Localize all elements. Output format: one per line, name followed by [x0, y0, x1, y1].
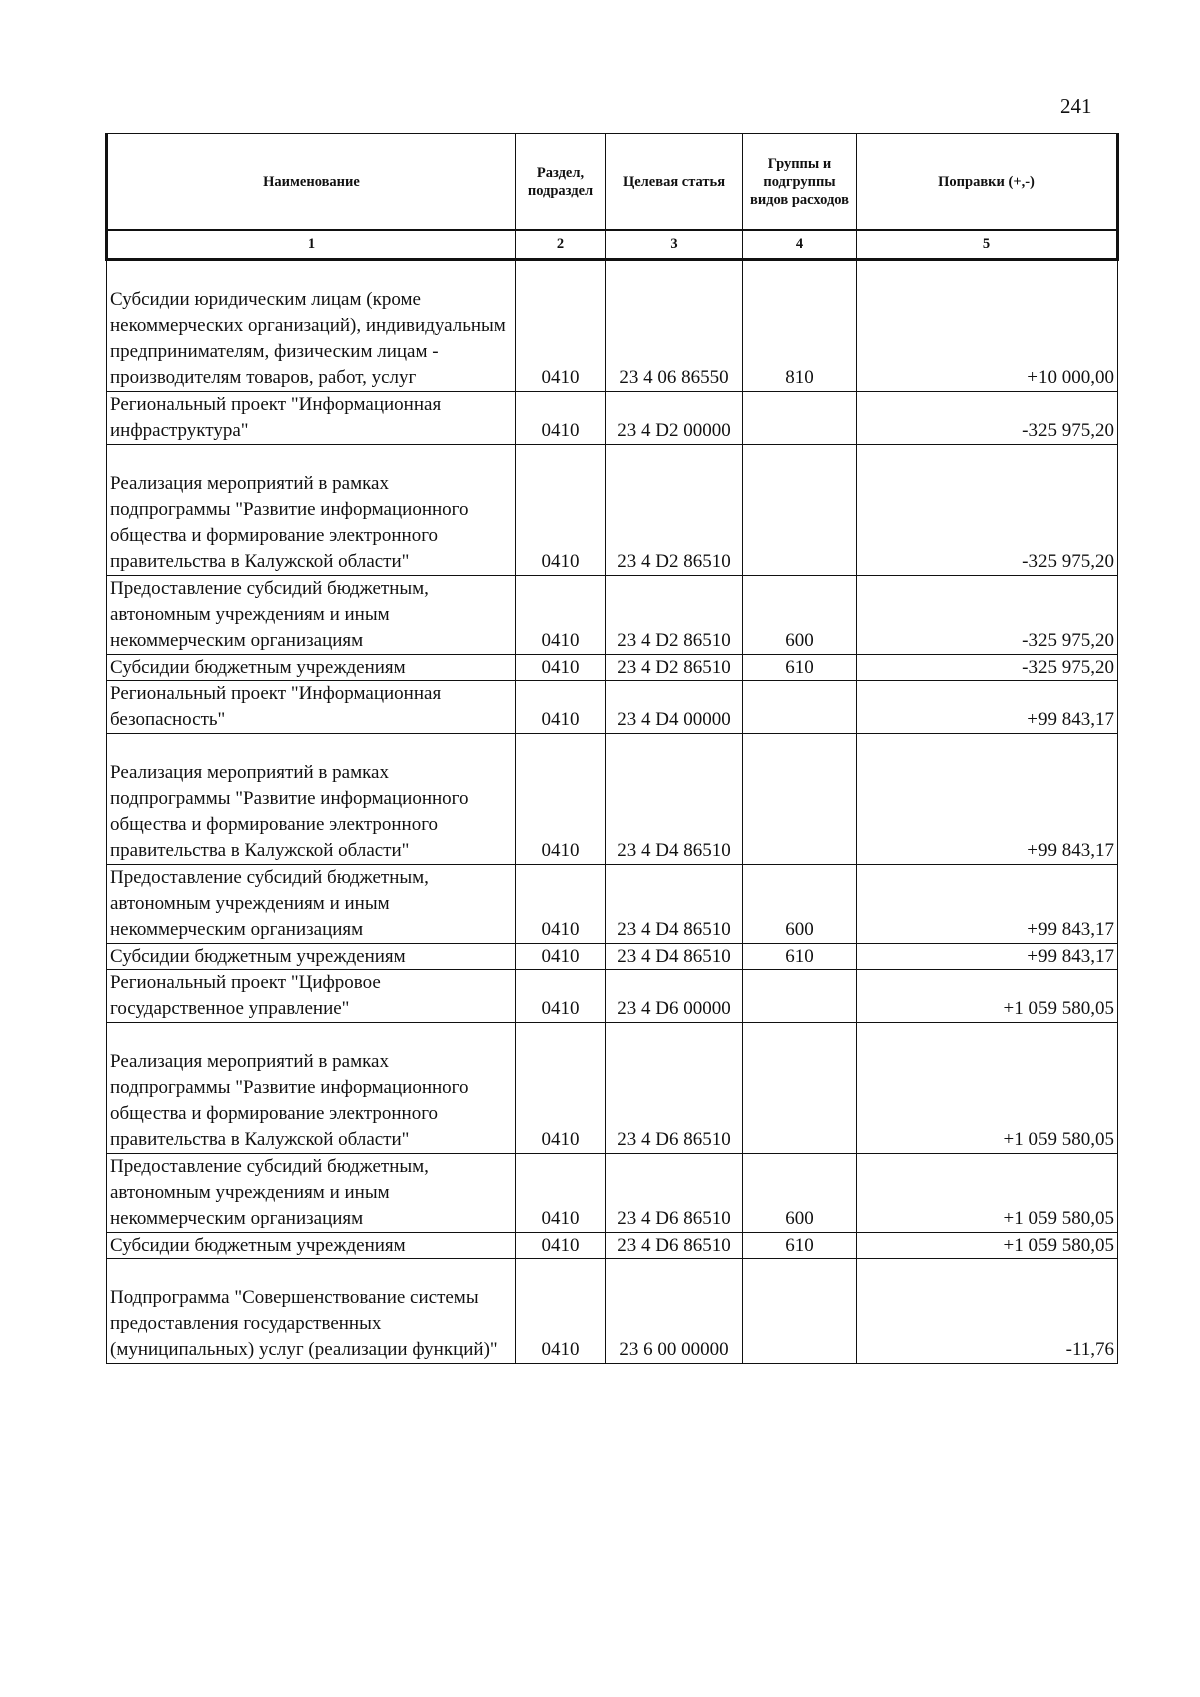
table-row — [107, 1233, 1118, 1259]
page-number: 241 — [1060, 94, 1092, 118]
row-group — [743, 392, 857, 445]
row-section: 0410 — [516, 576, 606, 655]
row-article: 23 4 D6 86510 — [606, 1154, 743, 1233]
row-article: 23 4 06 86550 — [606, 260, 743, 392]
row-article: 23 4 D4 00000 — [606, 681, 743, 734]
row-article: 23 4 D6 86510 — [606, 1023, 743, 1154]
row-name: Реализация мероприятий в рамках подпрограммы "Развитие информационного общества и формирование электронного правительства в Калужской области" — [107, 734, 516, 865]
row-name: Реализация мероприятий в рамках подпрограммы "Развитие информационного общества и формирование электронного правительства в Калужской области" — [107, 445, 516, 576]
table-row — [107, 734, 1118, 865]
row-group: 600 — [743, 865, 857, 944]
row-section: 0410 — [516, 392, 606, 445]
row-amount: -325 975,20 — [857, 445, 1118, 576]
row-article: 23 4 D2 86510 — [606, 445, 743, 576]
row-article: 23 4 D4 86510 — [606, 734, 743, 865]
row-section: 0410 — [516, 445, 606, 576]
header-name: Наименование — [107, 134, 516, 231]
row-article: 23 4 D6 86510 — [606, 1233, 743, 1259]
header-group: Группы и подгруппы видов расходов — [743, 134, 857, 231]
row-section: 0410 — [516, 1154, 606, 1233]
row-name: Реализация мероприятий в рамках подпрограммы "Развитие информационного общества и формирование электронного правительства в Калужской области" — [107, 1023, 516, 1154]
row-amount: -325 975,20 — [857, 655, 1118, 681]
row-group — [743, 445, 857, 576]
row-article: 23 4 D2 86510 — [606, 655, 743, 681]
row-section: 0410 — [516, 734, 606, 865]
row-group: 610 — [743, 1233, 857, 1259]
row-amount: +10 000,00 — [857, 260, 1118, 392]
row-group: 610 — [743, 944, 857, 970]
row-amount: +99 843,17 — [857, 734, 1118, 865]
table-row — [107, 944, 1118, 970]
row-section: 0410 — [516, 681, 606, 734]
row-article: 23 4 D2 86510 — [606, 576, 743, 655]
table-row — [107, 576, 1118, 655]
row-section: 0410 — [516, 1259, 606, 1364]
row-article: 23 4 D4 86510 — [606, 944, 743, 970]
row-article: 23 4 D4 86510 — [606, 865, 743, 944]
row-group — [743, 1259, 857, 1364]
table-row — [107, 1154, 1118, 1233]
row-section: 0410 — [516, 1023, 606, 1154]
header-section: Раздел, подраздел — [516, 134, 606, 231]
row-name: Региональный проект "Цифровое государственное управление" — [107, 970, 516, 1023]
row-amount: +1 059 580,05 — [857, 1233, 1118, 1259]
row-group — [743, 1023, 857, 1154]
row-amount: +99 843,17 — [857, 681, 1118, 734]
row-section: 0410 — [516, 1233, 606, 1259]
row-section: 0410 — [516, 944, 606, 970]
table-row — [107, 1023, 1118, 1154]
table-row — [107, 260, 1118, 392]
row-name: Региональный проект "Информационная безопасность" — [107, 681, 516, 734]
row-amount: +99 843,17 — [857, 944, 1118, 970]
row-amount: +99 843,17 — [857, 865, 1118, 944]
row-name: Субсидии юридическим лицам (кроме некоммерческих организаций), индивидуальным предпринимателям, физическим лицам - производителям товаров, работ, услуг — [107, 260, 516, 392]
header-article: Целевая статья — [606, 134, 743, 231]
row-group: 610 — [743, 655, 857, 681]
column-number: 4 — [743, 230, 857, 260]
row-amount: +1 059 580,05 — [857, 1023, 1118, 1154]
row-article: 23 4 D6 00000 — [606, 970, 743, 1023]
row-name: Предоставление субсидий бюджетным, автономным учреждениям и иным некоммерческим организациям — [107, 1154, 516, 1233]
table-row — [107, 655, 1118, 681]
column-number-row — [107, 230, 1118, 260]
row-name: Региональный проект "Информационная инфраструктура" — [107, 392, 516, 445]
row-amount: -11,76 — [857, 1259, 1118, 1364]
row-group: 810 — [743, 260, 857, 392]
row-amount: +1 059 580,05 — [857, 970, 1118, 1023]
header-amount: Поправки (+,-) — [857, 134, 1118, 231]
row-name: Предоставление субсидий бюджетным, автономным учреждениям и иным некоммерческим организациям — [107, 576, 516, 655]
row-amount: -325 975,20 — [857, 392, 1118, 445]
row-name: Предоставление субсидий бюджетным, автономным учреждениям и иным некоммерческим организациям — [107, 865, 516, 944]
column-number: 1 — [107, 230, 516, 260]
row-section: 0410 — [516, 970, 606, 1023]
row-name: Субсидии бюджетным учреждениям — [107, 1233, 516, 1259]
table-row — [107, 1259, 1118, 1364]
row-group: 600 — [743, 1154, 857, 1233]
table-row — [107, 445, 1118, 576]
column-number: 5 — [857, 230, 1118, 260]
table-row — [107, 681, 1118, 734]
row-group: 600 — [743, 576, 857, 655]
row-section: 0410 — [516, 655, 606, 681]
table-header-row — [107, 134, 1118, 231]
row-name: Подпрограмма "Совершенствование системы предоставления государственных (муниципальных) услуг (реализации функций)" — [107, 1259, 516, 1364]
row-article: 23 4 D2 00000 — [606, 392, 743, 445]
row-section: 0410 — [516, 865, 606, 944]
row-article: 23 6 00 00000 — [606, 1259, 743, 1364]
budget-table — [105, 133, 1119, 1364]
row-group — [743, 681, 857, 734]
row-name: Субсидии бюджетным учреждениям — [107, 655, 516, 681]
column-number: 2 — [516, 230, 606, 260]
table-row — [107, 392, 1118, 445]
column-number: 3 — [606, 230, 743, 260]
row-name: Субсидии бюджетным учреждениям — [107, 944, 516, 970]
table-row — [107, 865, 1118, 944]
row-amount: -325 975,20 — [857, 576, 1118, 655]
row-amount: +1 059 580,05 — [857, 1154, 1118, 1233]
row-section: 0410 — [516, 260, 606, 392]
table-row — [107, 970, 1118, 1023]
row-group — [743, 970, 857, 1023]
row-group — [743, 734, 857, 865]
